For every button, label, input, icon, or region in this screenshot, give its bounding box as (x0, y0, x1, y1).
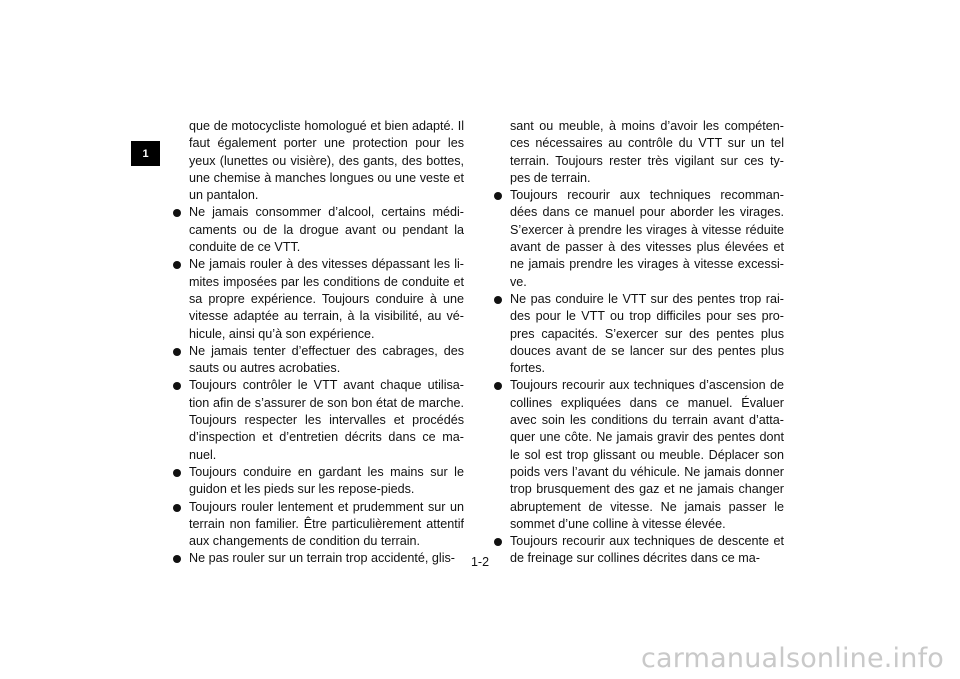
bullet-item: Toujours contrôler le VTT avant chaque utilisa-tion afin de s’assurer de son bon état de marche. Toujours respecter les intervalles et procédés d’inspection et d’entretien décrits dans ce ma-nuel. (172, 377, 464, 463)
bullet-item: Toujours recourir aux techniques recomman-dées dans ce manuel pour aborder les virages. S’exercer à prendre les virages à vitesse réduite avant de passer à des vitesses plus élevées et ne jamais prendre les virages à vitesse excessi-ve. (493, 187, 784, 291)
bullet-item: Toujours recourir aux techniques d’ascension de collines expliquées dans ce manuel. Évaluer avec soin les conditions du terrain avant d’atta-quer une côte. Ne jamais gravir des pentes dont le sol est trop glissant ou meuble. Déplacer son poids vers l’avant du véhicule. Ne jamais donner trop brusquement des gaz et ne jamais changer abruptement de vitesse. Ne jamais passer le sommet d’une colline à vitesse élevée. (493, 377, 784, 533)
chapter-tab: 1 (131, 141, 160, 166)
left-column (172, 118, 464, 568)
bullet-item: Ne jamais rouler à des vitesses dépassant les li-mites imposées par les conditions de conduite et sa propre expérience. Toujours conduire à une vitesse adaptée au terrain, à la visibilité, au vé-hicule, ainsi qu’à son expérience. (172, 256, 464, 342)
bullet-item: Toujours conduire en gardant les mains sur le guidon et les pieds sur les repose-pieds. (172, 464, 464, 499)
continuation-text: sant ou meuble, à moins d’avoir les compéten-ces nécessaires au contrôle du VTT sur un tel terrain. Toujours rester très vigilant sur ces ty-pes de terrain. (510, 119, 784, 185)
bullet-item: Ne jamais consommer d’alcool, certains médi-caments ou de la drogue avant ou pendant la conduite de ce VTT. (172, 204, 464, 256)
watermark: carmanualsonline.info (641, 643, 944, 674)
bullet-item: Ne pas conduire le VTT sur des pentes trop rai-des pour le VTT ou trop difficiles pour ses pro-pres capacités. S’exercer sur des pentes plus douces avant de se lancer sur des pentes plus fortes. (493, 291, 784, 377)
right-column (493, 118, 784, 568)
bullet-item: Toujours recourir aux techniques de descente et de freinage sur collines décrites dans ce ma- (493, 533, 784, 568)
bullet-item: Ne jamais tenter d’effectuer des cabrages, des sauts ou autres acrobaties. (172, 343, 464, 378)
page-number: 1-2 (470, 555, 490, 569)
bullet-item: Toujours rouler lentement et prudemment sur un terrain non familier. Être particulièrement attentif aux changements de condition du terrain. (172, 499, 464, 551)
continuation-text: que de motocycliste homologué et bien adapté. Il faut également porter une protection pour les yeux (lunettes ou visière), des gants, des bottes, une chemise à manches longues ou une veste et un pantalon. (189, 119, 464, 203)
bullet-item: Ne pas rouler sur un terrain trop accidenté, glis- (172, 550, 464, 567)
